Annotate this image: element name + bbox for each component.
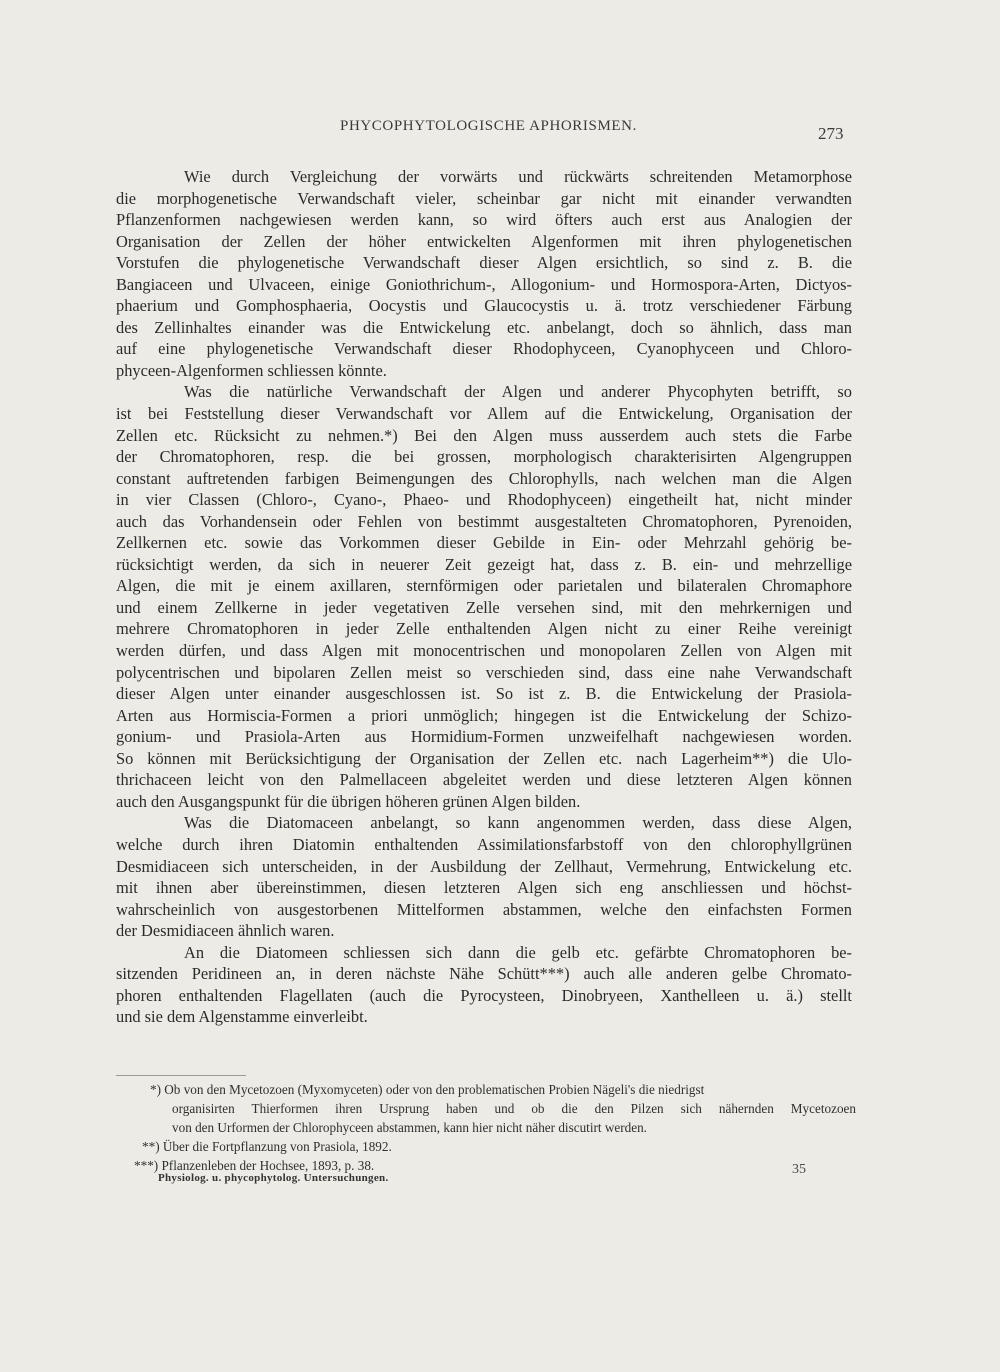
- text-line: Algen, die mit je einem axillaren, sternförmigen oder parietalen und bilateralen Chromaphore: [116, 576, 852, 596]
- text-line: thrichaceen leicht von den Palmellaceen abgeleitet werden und diese letzteren Algen können: [116, 770, 852, 790]
- footnote-line: ***) Pflanzenleben der Hochsee, 1893, p. 38.: [134, 1158, 375, 1173]
- text-line: Was die natürliche Verwandschaft der Algen und anderer Phycophyten betrifft, so: [184, 382, 852, 402]
- text-line: werden dürfen, und dass Algen mit monocentrischen und monopolaren Zellen von Algen mit: [116, 641, 852, 661]
- text-line: Pflanzenformen nachgewiesen werden kann, so wird öfters auch erst aus Analogien der: [116, 210, 852, 230]
- text-line: mehrere Chromatophoren in jeder Zelle enthaltenden Algen nicht zu einer Reihe vereinigt: [116, 619, 852, 639]
- footnote-line: **) Über die Fortpflanzung von Prasiola, 1892.: [142, 1139, 392, 1154]
- text-line: mit ihnen aber übereinstimmen, diesen letzteren Algen sich eng anschliessen und höchst-: [116, 878, 852, 898]
- text-line: Organisation der Zellen der höher entwickelten Algenformen mit ihren phylogenetischen: [116, 231, 852, 251]
- text-line: wahrscheinlich von ausgestorbenen Mittelformen abstammen, welche den einfachsten Formen: [116, 899, 852, 919]
- footnote-line: *) Ob von den Mycetozoen (Myxomyceten) oder von den problematischen Probien Nägeli's die niedrigst: [150, 1082, 705, 1097]
- text-line: phaerium und Gomphosphaeria, Oocystis und Glaucocystis u. ä. trotz verschiedener Färbung: [116, 296, 852, 316]
- footnotes: [116, 1080, 856, 1175]
- text-line: und sie dem Algenstamme einverleibt.: [116, 1007, 368, 1027]
- text-line: rücksichtigt werden, da sich in neuerer Zeit gezeigt hat, dass z. B. ein- und mehrzellige: [116, 554, 852, 574]
- page-number: 273: [818, 124, 844, 143]
- text-line: dieser Algen unter einander ausgeschlossen ist. So ist z. B. die Entwickelung der Prasiola-: [116, 684, 852, 704]
- text-line: des Zellinhaltes einander was die Entwickelung etc. anbelangt, doch so ähnlich, dass man: [116, 317, 852, 337]
- text-line: Arten aus Hormiscia-Formen a priori unmöglich; hingegen ist die Entwickelung der Schizo-: [116, 705, 852, 725]
- signature-number: 35: [792, 1162, 806, 1177]
- text-line: welche durch ihren Diatomin enthaltenden Assimilationsfarbstoff von den chlorophyllgrünen: [116, 834, 852, 854]
- imprint-line: Physiolog. u. phycophytolog. Untersuchungen.: [158, 1172, 389, 1184]
- text-line: Was die Diatomaceen anbelangt, so kann angenommen werden, dass diese Algen,: [184, 813, 852, 833]
- text-line: die morphogenetische Verwandschaft vieler, scheinbar gar nicht mit einander verwandten: [116, 188, 852, 208]
- text-line: sitzenden Peridineen an, in deren nächste Nähe Schütt***) auch alle anderen gelbe Chromato-: [116, 964, 852, 984]
- text-line: in vier Classen (Chloro-, Cyano-, Phaeo- und Rhodophyceen) eingetheilt hat, nicht minder: [116, 490, 852, 510]
- text-line: der Chromatophoren, resp. die bei grossen, morphologisch charakterisirten Algengruppen: [116, 447, 852, 467]
- text-line: auch das Vorhandensein oder Fehlen von bestimmt ausgestalteten Chromatophoren, Pyrenoiden,: [116, 511, 852, 531]
- text-line: Desmidiaceen sich unterscheiden, in der Ausbildung der Zellhaut, Vermehrung, Entwickelung etc.: [116, 856, 852, 876]
- text-line: ist bei Feststellung dieser Verwandschaft vor Allem auf die Entwickelung, Organisation der: [116, 404, 852, 424]
- footnote-line: organisirten Thierformen ihren Ursprung haben und ob die den Pilzen sich nähernden Mycetozoen: [172, 1101, 856, 1116]
- text-line: der Desmidiaceen ähnlich waren.: [116, 921, 335, 941]
- text-line: Wie durch Vergleichung der vorwärts und rückwärts schreitenden Metamorphose: [184, 167, 852, 186]
- text-line: Zellen etc. Rücksicht zu nehmen.*) Bei den Algen muss ausserdem auch stets die Farbe: [116, 425, 852, 445]
- text-line: gonium- und Prasiola-Arten aus Hormidium-Formen unzweifelhaft nachgewiesen worden.: [116, 727, 852, 747]
- text-line: Bangiaceen und Ulvaceen, einige Goniothrichum-, Allogonium- und Hormospora-Arten, Dictyos-: [116, 274, 852, 294]
- text-line: Vorstufen die phylogenetische Verwandschaft dieser Algen ersichtlich, so sind z. B. die: [116, 253, 852, 273]
- text-line: und einem Zellkerne in jeder vegetativen Zelle versehen sind, mit den mehrkernigen und: [116, 597, 852, 617]
- text-line: polycentrischen und bipolaren Zellen meist so verschieden sind, dass eine nahe Verwandschaft: [116, 662, 852, 682]
- text-line: constant auftretenden farbigen Beimengungen des Chlorophylls, nach welchen man die Algen: [116, 468, 852, 488]
- footnote-divider: [116, 1075, 246, 1076]
- text-line: phyceen-Algenformen schliessen könnte.: [116, 360, 387, 380]
- text-line: auf eine phylogenetische Verwandschaft dieser Rhodophyceen, Cyanophyceen und Chloro-: [116, 339, 852, 359]
- text-line: phoren enthaltenden Flagellaten (auch die Pyrocysteen, Dinobryeen, Xanthelleen u. ä.) stellt: [116, 985, 852, 1005]
- running-title: PHYCOPHYTOLOGISCHE APHORISMEN.: [340, 118, 637, 134]
- main-text: [116, 166, 852, 1028]
- text-line: Zellkernen etc. sowie das Vorkommen dieser Gebilde in Ein- oder Mehrzahl gehörig be-: [116, 533, 852, 553]
- footnote-line: von den Urformen der Chlorophyceen abstammen, kann hier nicht näher discutirt werden.: [172, 1120, 647, 1135]
- text-line: auch den Ausgangspunkt für die übrigen höheren grünen Algen bilden.: [116, 791, 581, 811]
- text-line: So können mit Berücksichtigung der Organisation der Zellen etc. nach Lagerheim**) die Ulo-: [116, 748, 852, 768]
- text-line: An die Diatomeen schliessen sich dann die gelb etc. gefärbte Chromatophoren be-: [184, 942, 852, 962]
